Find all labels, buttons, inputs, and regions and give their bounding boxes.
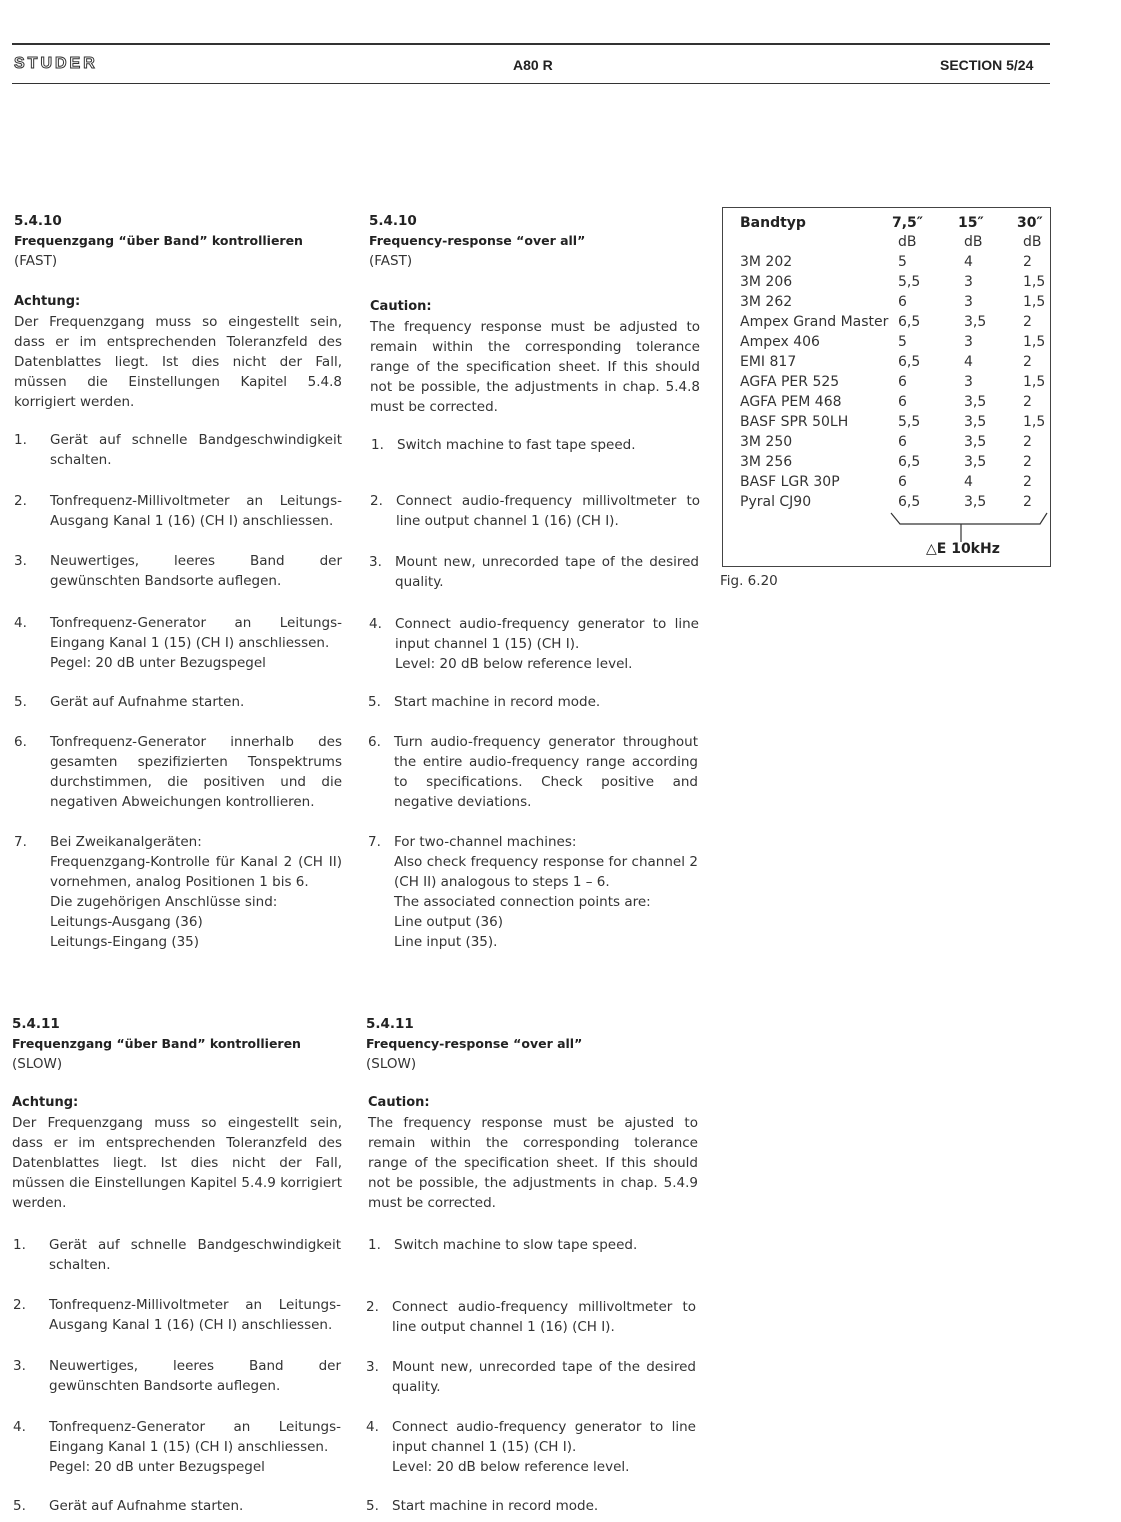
step-en2-2: 2. Connect audio-frequency millivoltmeter to line output channel 1 (16) (CH I). xyxy=(366,1299,696,1335)
step-en-2: 2. Connect audio-frequency millivoltmeter to line output channel 1 (16) (CH I). xyxy=(370,493,700,529)
section-title: Frequenzgang “über Band” kontrollieren xyxy=(12,1036,301,1051)
section-subtitle: (FAST) xyxy=(14,253,58,269)
table-cell: 6 xyxy=(898,394,907,410)
table-cell: 6,5 xyxy=(898,494,921,510)
step-de2-5: 5. Gerät auf Aufnahme starten. xyxy=(13,1498,244,1514)
table-row-label: 3M 206 xyxy=(740,274,793,290)
table-cell: 6 xyxy=(898,374,907,390)
table-cell: 6 xyxy=(898,474,907,490)
table-cell: 3,5 xyxy=(964,414,987,430)
table-header: 15″ xyxy=(958,215,984,231)
section-number: 5.4.11 xyxy=(12,1016,60,1032)
table-row-label: BASF LGR 30P xyxy=(740,474,840,490)
table-cell: 2 xyxy=(1023,494,1032,510)
table-cell: 2 xyxy=(1023,474,1032,490)
section-title: Frequency-response “over all” xyxy=(366,1036,583,1051)
section-number: 5.4.10 xyxy=(369,213,417,229)
table-cell: 2 xyxy=(1023,454,1032,470)
section-subtitle: (FAST) xyxy=(369,253,413,269)
caution-label: Caution: xyxy=(368,1095,430,1110)
table-cell: 3 xyxy=(964,294,973,310)
step-en2-1: 1. Switch machine to slow tape speed. xyxy=(368,1237,638,1253)
step-en-3: 3. Mount new, unrecorded tape of the desired quality. xyxy=(369,554,699,590)
model-title: A80 R xyxy=(513,57,553,73)
section-5411-en-heading xyxy=(366,1014,698,1074)
step-de-2: 2. Tonfrequenz-Millivoltmeter an Leitungs-Ausgang Kanal 1 (16) (CH I) anschliessen. xyxy=(14,493,342,529)
table-cell: 6,5 xyxy=(898,354,921,370)
table-row-label: 3M 202 xyxy=(740,254,793,270)
section-title: Frequency-response “over all” xyxy=(369,233,586,248)
table-cell: 2 xyxy=(1023,254,1032,270)
step-en-7: 7. For two-channel machines: Also check frequency response for channel 2 (CH II) analogous to steps 1 – 6. The associated connection points are: Line output (36) Line input (35). xyxy=(368,834,698,950)
table-cell: 3 xyxy=(964,274,973,290)
table-cell: 1,5 xyxy=(1023,294,1046,310)
section-5411-de-heading xyxy=(12,1014,342,1074)
caution-label: Caution: xyxy=(370,299,432,314)
section-subtitle: (SLOW) xyxy=(366,1056,417,1072)
table-cell: 6,5 xyxy=(898,454,921,470)
section-5410-en-heading xyxy=(369,211,699,271)
delta-e-label: △E 10kHz xyxy=(926,541,1000,557)
table-cell: 4 xyxy=(964,254,973,270)
table-cell: 2 xyxy=(1023,314,1032,330)
table-row-label: 3M 256 xyxy=(740,454,793,470)
step-de2-4: 4. Tonfrequenz-Generator an Leitungs-Eingang Kanal 1 (15) (CH I) anschliessen. Pegel: 20 dB unter Bezugspegel xyxy=(13,1419,341,1475)
table-cell: 3 xyxy=(964,374,973,390)
caution-block-de xyxy=(14,292,342,412)
section-5410-de-heading xyxy=(14,211,340,271)
table-cell: 5 xyxy=(898,334,907,350)
table-cell: 5,5 xyxy=(898,414,921,430)
step-en2-3: 3. Mount new, unrecorded tape of the desired quality. xyxy=(366,1359,696,1395)
step-en-6: 6. Turn audio-frequency generator throughout the entire audio-frequency range according to specifications. Check positive and negative deviations. xyxy=(368,734,698,810)
table-row-label: BASF SPR 50LH xyxy=(740,414,849,430)
caution-block-en-2 xyxy=(368,1093,698,1213)
table-row-label: 3M 262 xyxy=(740,294,793,310)
table-cell: 2 xyxy=(1023,354,1032,370)
table-cell: 6,5 xyxy=(898,314,921,330)
table-cell: 3 xyxy=(964,334,973,350)
figure-caption: Fig. 6.20 xyxy=(720,573,778,589)
step-de2-3: 3. Neuwertiges, leeres Band der gewünschten Bandsorte auflegen. xyxy=(13,1358,341,1394)
table-row-label: AGFA PER 525 xyxy=(740,374,840,390)
section-number: 5.4.11 xyxy=(366,1016,414,1032)
header-rule-top xyxy=(12,43,1050,45)
studer-logo: STUDER xyxy=(14,55,98,72)
table-cell: 1,5 xyxy=(1023,274,1046,290)
caution-text: The frequency response must be ajusted to remain within the corresponding tolerance range of the specification sheet. If this should not be possible, the adjustments in chap. 5.4.9 must be corrected. xyxy=(368,1115,698,1211)
table-unit: dB xyxy=(898,234,917,250)
table-cell: 5,5 xyxy=(898,274,921,290)
caution-text: The frequency response must be adjusted to remain within the corresponding tolerance range of the specification sheet. If this should not be possible, the adjustments in chap. 5.4.8 must be corrected. xyxy=(370,319,700,415)
section-title: Frequenzgang “über Band” kontrollieren xyxy=(14,233,303,248)
caution-block-en xyxy=(370,297,700,417)
table-cell: 3,5 xyxy=(964,454,987,470)
table-row-label: Pyral CJ90 xyxy=(740,494,812,510)
table-cell: 6 xyxy=(898,294,907,310)
caution-label: Achtung: xyxy=(12,1095,79,1110)
table-row-label: Ampex 406 xyxy=(740,334,820,350)
step-de-7: 7. Bei Zweikanalgeräten: Frequenzgang-Kontrolle für Kanal 2 (CH II) vornehmen, analog Positionen 1 bis 6. Die zugehörigen Anschlüsse sind: Leitungs-Ausgang (36) Leitungs-Eingang (35) xyxy=(14,834,342,950)
caution-label: Achtung: xyxy=(14,294,81,309)
section-number: 5.4.10 xyxy=(14,213,62,229)
step-de-4: 4. Tonfrequenz-Generator an Leitungs-Eingang Kanal 1 (15) (CH I) anschliessen. Pegel: 20 dB unter Bezugspegel xyxy=(14,615,342,671)
step-en-4: 4. Connect audio-frequency generator to line input channel 1 (15) (CH I). Level: 20 dB below reference level. xyxy=(369,616,699,672)
step-en-5: 5. Start machine in record mode. xyxy=(368,694,601,710)
table-cell: 4 xyxy=(964,354,973,370)
table-cell: 5 xyxy=(898,254,907,270)
header-rule-bottom xyxy=(12,83,1050,84)
step-de-5: 5. Gerät auf Aufnahme starten. xyxy=(14,694,245,710)
table-cell: 4 xyxy=(964,474,973,490)
table-cell: 2 xyxy=(1023,394,1032,410)
table-cell: 3,5 xyxy=(964,434,987,450)
table-unit: dB xyxy=(1023,234,1042,250)
table-cell: 3,5 xyxy=(964,314,987,330)
table-cell: 1,5 xyxy=(1023,414,1046,430)
step-en2-4: 4. Connect audio-frequency generator to line input channel 1 (15) (CH I). Level: 20 dB below reference level. xyxy=(366,1419,696,1475)
caution-text: Der Frequenzgang muss so eingestellt sein, dass er im entsprechenden Toleranzfeld des Datenblattes liegt. Ist dies nicht der Fall, müssen die Einstellungen Kapitel 5.4.9 korrigiert werden. xyxy=(12,1115,342,1211)
step-de2-1: 1. Gerät auf schnelle Bandgeschwindigkeit schalten. xyxy=(13,1237,341,1273)
step-de-1: 1. Gerät auf schnelle Bandgeschwindigkeit schalten. xyxy=(14,432,342,468)
table-cell: 3,5 xyxy=(964,494,987,510)
step-de2-2: 2. Tonfrequenz-Millivoltmeter an Leitungs-Ausgang Kanal 1 (16) (CH I) anschliessen. xyxy=(13,1297,341,1333)
step-en-1: 1. Switch machine to fast tape speed. xyxy=(371,437,636,453)
step-en2-5: 5. Start machine in record mode. xyxy=(366,1498,599,1514)
table-cell: 2 xyxy=(1023,434,1032,450)
table-cell: 1,5 xyxy=(1023,374,1046,390)
step-de-6: 6. Tonfrequenz-Generator innerhalb des gesamten spezifizierten Tonspektrums durchstimmen, die positiven und die negativen Abweichungen kontrollieren. xyxy=(14,734,342,810)
table-header: 7,5″ xyxy=(892,215,924,231)
section-label: SECTION 5/24 xyxy=(940,57,1034,73)
section-subtitle: (SLOW) xyxy=(12,1056,63,1072)
caution-block-de-2 xyxy=(12,1093,342,1213)
table-cell: 6 xyxy=(898,434,907,450)
table-header: 30″ xyxy=(1017,215,1043,231)
table-row-label: 3M 250 xyxy=(740,434,793,450)
table-row-label: AGFA PEM 468 xyxy=(740,394,842,410)
step-de-3: 3. Neuwertiges, leeres Band der gewünschten Bandsorte auflegen. xyxy=(14,553,342,589)
table-cell: 3,5 xyxy=(964,394,987,410)
table-header: Bandtyp xyxy=(740,215,806,231)
caution-text: Der Frequenzgang muss so eingestellt sein, dass er im entsprechenden Toleranzfeld des Datenblattes liegt. Ist dies nicht der Fall, müssen die Einstellungen Kapitel 5.4.8 korrigiert werden. xyxy=(14,314,342,410)
table-row-label: EMI 817 xyxy=(740,354,797,370)
table-cell: 1,5 xyxy=(1023,334,1046,350)
table-unit: dB xyxy=(964,234,983,250)
table-row-label: Ampex Grand Master xyxy=(740,314,889,330)
